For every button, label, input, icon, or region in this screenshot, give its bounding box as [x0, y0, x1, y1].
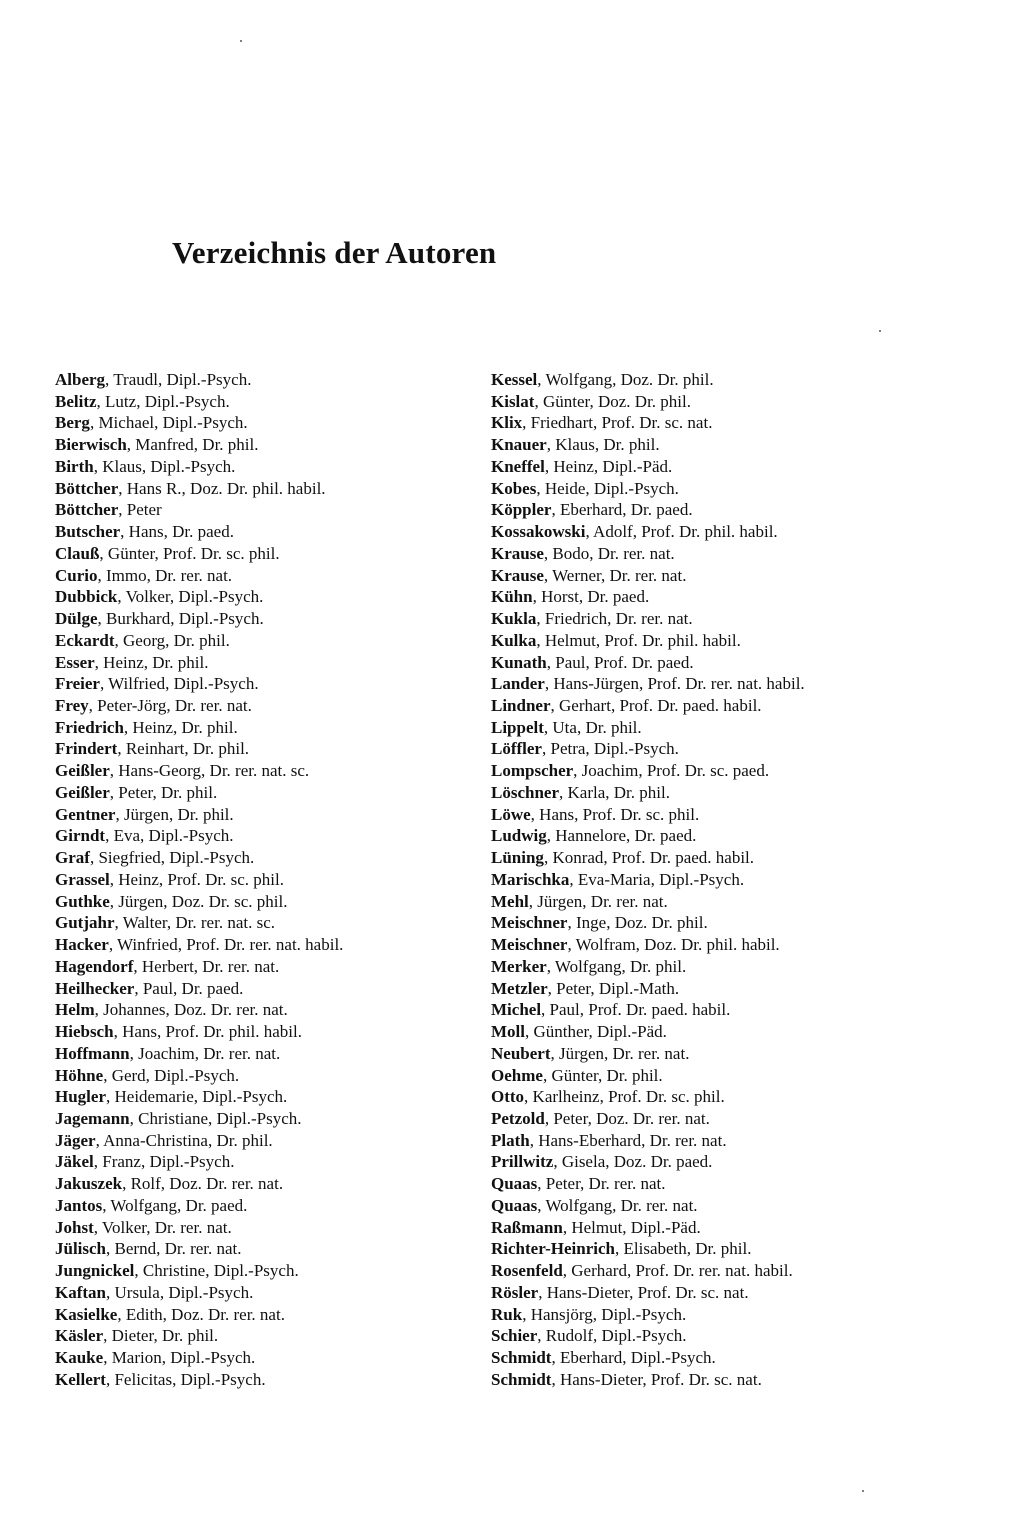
author-details: Volker, Dr. rer. nat. [97, 1217, 232, 1237]
author-details: Anna-Christina, Dr. phil. [99, 1130, 273, 1150]
author-entry: Esser, Heinz, Dr. phil. [55, 652, 209, 672]
author-surname: Frey [55, 696, 89, 716]
author-entry: Heilhecker, Paul, Dr. paed. [55, 978, 244, 998]
author-surname: Löschner [491, 782, 559, 802]
author-entry: Lindner, Gerhart, Prof. Dr. paed. habil. [491, 696, 762, 716]
author-entry: Rösler, Hans-Dieter, Prof. Dr. sc. nat. [491, 1282, 749, 1302]
author-details: Gisela, Doz. Dr. paed. [557, 1152, 713, 1172]
author-details: Jürgen, Doz. Dr. sc. phil. [114, 891, 288, 911]
scan-speck [862, 1490, 864, 1492]
author-entry: Gutjahr, Walter, Dr. rer. nat. sc. [55, 913, 276, 933]
author-entry: Lüning, Konrad, Prof. Dr. paed. habil. [491, 848, 755, 868]
author-surname: Lippelt [491, 717, 544, 737]
author-entry: Kukla, Friedrich, Dr. rer. nat. [491, 609, 693, 629]
author-surname: Friedrich [55, 717, 124, 737]
author-surname: Merker [491, 956, 547, 976]
author-surname: Jungnickel [55, 1261, 135, 1281]
author-entry: Meischner, Wolfram, Doz. Dr. phil. habil. [491, 935, 780, 955]
author-surname: Johst [55, 1217, 94, 1237]
author-surname: Guthke [55, 891, 110, 911]
author-entry: Kessel, Wolfgang, Doz. Dr. phil. [491, 370, 714, 389]
author-details: Werner, Dr. rer. nat. [548, 565, 687, 585]
author-entry: Jantos, Wolfgang, Dr. paed. [55, 1195, 248, 1215]
author-entry: Belitz, Lutz, Dipl.-Psych. [55, 391, 230, 411]
author-details: Johannes, Doz. Dr. rer. nat. [98, 1000, 288, 1020]
author-details: Felicitas, Dipl.-Psych. [110, 1369, 266, 1389]
author-entry: Butscher, Hans, Dr. paed. [55, 522, 234, 542]
author-surname: Geißler [55, 782, 110, 802]
author-surname: Metzler [491, 978, 548, 998]
author-surname: Kellert [55, 1369, 106, 1389]
author-details: Peter, Dr. phil. [114, 782, 218, 802]
author-details: Traudl, Dipl.-Psych. [109, 370, 252, 389]
author-surname: Ruk [491, 1304, 523, 1324]
author-details: Winfried, Prof. Dr. rer. nat. habil. [113, 935, 344, 955]
author-details: Joachim, Prof. Dr. sc. paed. [577, 761, 770, 781]
author-details: Heinz, Dr. phil. [128, 717, 238, 737]
author-details: Adolf, Prof. Dr. phil. habil. [589, 522, 778, 542]
author-surname: Kossakowski [491, 522, 586, 542]
author-entry: Petzold, Peter, Doz. Dr. rer. nat. [491, 1108, 710, 1128]
author-details: Wolfgang, Dr. phil. [550, 956, 687, 976]
author-details: Paul, Dr. paed. [138, 978, 244, 998]
scan-speck [240, 40, 242, 42]
author-details: Burkhard, Dipl.-Psych. [101, 609, 264, 629]
author-details: Karla, Dr. phil. [563, 782, 670, 802]
author-entry: Kneffel, Heinz, Dipl.-Päd. [491, 456, 673, 476]
author-entry: Kellert, Felicitas, Dipl.-Psych. [55, 1369, 266, 1389]
author-surname: Jantos [55, 1195, 103, 1215]
author-surname: Plath [491, 1130, 530, 1150]
author-details: Horst, Dr. paed. [536, 587, 650, 607]
author-surname: Löffler [491, 739, 542, 759]
author-details: Reinhart, Dr. phil. [121, 739, 250, 759]
author-surname: Hiebsch [55, 1022, 114, 1042]
author-details: Petra, Dipl.-Psych. [546, 739, 679, 759]
author-entry: Jäkel, Franz, Dipl.-Psych. [55, 1152, 235, 1172]
author-entry: Kobes, Heide, Dipl.-Psych. [491, 478, 679, 498]
author-surname: Eckardt [55, 630, 115, 650]
author-details: Hansjörg, Dipl.-Psych. [526, 1304, 687, 1324]
author-surname: Klix [491, 413, 523, 433]
author-entry: Oehme, Günter, Dr. phil. [491, 1065, 663, 1085]
author-entry: Kulka, Helmut, Prof. Dr. phil. habil. [491, 630, 741, 650]
author-entry: Hiebsch, Hans, Prof. Dr. phil. habil. [55, 1022, 302, 1042]
author-surname: Käsler [55, 1326, 104, 1346]
author-surname: Girndt [55, 826, 106, 846]
author-entry: Kunath, Paul, Prof. Dr. paed. [491, 652, 694, 672]
author-details: Hans-Dieter, Prof. Dr. sc. nat. [555, 1369, 762, 1389]
author-surname: Richter-Heinrich [491, 1239, 615, 1259]
author-entry: Käsler, Dieter, Dr. phil. [55, 1326, 219, 1346]
author-details: Hannelore, Dr. paed. [551, 826, 697, 846]
author-details: Manfred, Dr. phil. [131, 435, 259, 455]
author-entry: Quaas, Wolfgang, Dr. rer. nat. [491, 1195, 698, 1215]
author-surname: Berg [55, 413, 90, 433]
author-entry: Schmidt, Hans-Dieter, Prof. Dr. sc. nat. [491, 1369, 762, 1389]
author-surname: Jäger [55, 1130, 96, 1150]
author-surname: Freier [55, 674, 100, 694]
author-entry: Kossakowski, Adolf, Prof. Dr. phil. habil. [491, 522, 778, 542]
author-entry: Kauke, Marion, Dipl.-Psych. [55, 1348, 256, 1368]
author-entry: Köppler, Eberhard, Dr. paed. [491, 500, 693, 520]
author-entry: Hoffmann, Joachim, Dr. rer. nat. [55, 1043, 281, 1063]
author-details: Karlheinz, Prof. Dr. sc. phil. [528, 1087, 725, 1107]
author-surname: Kislat [491, 391, 535, 411]
author-entry: Metzler, Peter, Dipl.-Math. [491, 978, 680, 998]
author-entry: Höhne, Gerd, Dipl.-Psych. [55, 1065, 240, 1085]
author-details: Immo, Dr. rer. nat. [101, 565, 233, 585]
author-surname: Birth [55, 456, 94, 476]
author-entry: Dubbick, Volker, Dipl.-Psych. [55, 587, 264, 607]
author-details: Jürgen, Dr. rer. nat. [554, 1043, 690, 1063]
author-details: Gerd, Dipl.-Psych. [107, 1065, 240, 1085]
author-details: Elisabeth, Dr. phil. [619, 1239, 752, 1259]
author-details: Helmut, Dipl.-Päd. [567, 1217, 701, 1237]
author-surname: Esser [55, 652, 95, 672]
author-details: Peter, Dr. rer. nat. [541, 1174, 666, 1194]
author-details: Friedrich, Dr. rer. nat. [540, 609, 693, 629]
author-entry: Mehl, Jürgen, Dr. rer. nat. [491, 891, 668, 911]
author-details: Paul, Prof. Dr. paed. [551, 652, 694, 672]
author-surname: Meischner [491, 913, 568, 933]
author-surname: Kunath [491, 652, 547, 672]
author-surname: Böttcher [55, 478, 119, 498]
author-entry: Quaas, Peter, Dr. rer. nat. [491, 1174, 666, 1194]
author-details: Wolfgang, Dr. paed. [106, 1195, 248, 1215]
author-entry: Ludwig, Hannelore, Dr. paed. [491, 826, 697, 846]
author-details: Gerhard, Prof. Dr. rer. nat. habil. [567, 1261, 793, 1281]
author-surname: Kobes [491, 478, 537, 498]
author-entry: Krause, Bodo, Dr. rer. nat. [491, 543, 675, 563]
author-entry: Gentner, Jürgen, Dr. phil. [55, 804, 234, 824]
author-entry: Graf, Siegfried, Dipl.-Psych. [55, 848, 255, 868]
author-entry: Curio, Immo, Dr. rer. nat. [55, 565, 233, 585]
author-entry: Bierwisch, Manfred, Dr. phil. [55, 435, 259, 455]
author-surname: Jülisch [55, 1239, 107, 1259]
author-entry: Frindert, Reinhart, Dr. phil. [55, 739, 250, 759]
author-entry: Neubert, Jürgen, Dr. rer. nat. [491, 1043, 690, 1063]
author-details: Eberhard, Dr. paed. [555, 500, 693, 520]
author-details: Heinz, Dipl.-Päd. [549, 456, 673, 476]
author-surname: Frindert [55, 739, 118, 759]
author-entry: Schmidt, Eberhard, Dipl.-Psych. [491, 1348, 716, 1368]
author-details: Wolfgang, Dr. rer. nat. [541, 1195, 698, 1215]
author-details: Wolfgang, Doz. Dr. phil. [541, 370, 714, 389]
author-details: Marion, Dipl.-Psych. [107, 1348, 256, 1368]
author-details: Klaus, Dipl.-Psych. [97, 456, 236, 476]
author-entry: Lompscher, Joachim, Prof. Dr. sc. paed. [491, 761, 770, 781]
author-entry: Löffler, Petra, Dipl.-Psych. [491, 739, 679, 759]
author-details: Peter, Doz. Dr. rer. nat. [549, 1108, 710, 1128]
author-entry: Böttcher, Peter [55, 500, 162, 520]
author-details: Hans, Prof. Dr. sc. phil. [534, 804, 700, 824]
author-surname: Michel [491, 1000, 542, 1020]
author-entry: Frey, Peter-Jörg, Dr. rer. nat. [55, 696, 252, 716]
author-surname: Graf [55, 848, 90, 868]
author-details: Hans-Eberhard, Dr. rer. nat. [533, 1130, 727, 1150]
author-entry: Marischka, Eva-Maria, Dipl.-Psych. [491, 869, 745, 889]
author-entry: Jungnickel, Christine, Dipl.-Psych. [55, 1261, 299, 1281]
author-surname: Krause [491, 565, 544, 585]
author-entry: Lander, Hans-Jürgen, Prof. Dr. rer. nat. habil. [491, 674, 805, 694]
author-entry: Eckardt, Georg, Dr. phil. [55, 630, 230, 650]
author-entry: Alberg, Traudl, Dipl.-Psych. [55, 370, 252, 389]
author-surname: Butscher [55, 522, 121, 542]
author-surname: Clauß [55, 543, 100, 563]
author-surname: Kasielke [55, 1304, 118, 1324]
author-surname: Moll [491, 1022, 525, 1042]
author-surname: Höhne [55, 1065, 104, 1085]
author-details: Bernd, Dr. rer. nat. [110, 1239, 242, 1259]
author-surname: Geißler [55, 761, 110, 781]
author-entry: Lippelt, Uta, Dr. phil. [491, 717, 642, 737]
author-details: Eva, Dipl.-Psych. [109, 826, 234, 846]
author-entry: Prillwitz, Gisela, Doz. Dr. paed. [491, 1152, 713, 1172]
author-details: Günther, Dipl.-Päd. [529, 1022, 667, 1042]
author-details: Edith, Doz. Dr. rer. nat. [121, 1304, 285, 1324]
author-details: Rudolf, Dipl.-Psych. [541, 1326, 687, 1346]
author-details: Hans, Prof. Dr. phil. habil. [117, 1022, 302, 1042]
author-details: Klaus, Dr. phil. [550, 435, 660, 455]
author-surname: Kauke [55, 1348, 104, 1368]
author-details: Christiane, Dipl.-Psych. [133, 1108, 302, 1128]
scan-speck [879, 330, 881, 332]
page-title: Verzeichnis der Autoren [172, 235, 497, 270]
author-surname: Marischka [491, 869, 570, 889]
author-entry: Freier, Wilfried, Dipl.-Psych. [55, 674, 259, 694]
author-entry: Otto, Karlheinz, Prof. Dr. sc. phil. [491, 1087, 725, 1107]
author-surname: Kaftan [55, 1282, 106, 1302]
author-entry: Kasielke, Edith, Doz. Dr. rer. nat. [55, 1304, 285, 1324]
author-entry: Merker, Wolfgang, Dr. phil. [491, 956, 687, 976]
author-surname: Schmidt [491, 1348, 552, 1368]
author-details: Rolf, Doz. Dr. rer. nat. [126, 1174, 284, 1194]
author-entry: Jäger, Anna-Christina, Dr. phil. [55, 1130, 273, 1150]
author-entry: Rosenfeld, Gerhard, Prof. Dr. rer. nat. habil. [491, 1261, 793, 1281]
author-entry: Hugler, Heidemarie, Dipl.-Psych. [55, 1087, 288, 1107]
author-details: Konrad, Prof. Dr. paed. habil. [548, 848, 755, 868]
author-entry: Jakuszek, Rolf, Doz. Dr. rer. nat. [55, 1174, 284, 1194]
author-entry: Knauer, Klaus, Dr. phil. [491, 435, 660, 455]
author-entry: Ruk, Hansjörg, Dipl.-Psych. [491, 1304, 687, 1324]
author-entry: Hacker, Winfried, Prof. Dr. rer. nat. habil. [55, 935, 344, 955]
author-column-left [55, 369, 475, 1391]
author-entry: Clauß, Günter, Prof. Dr. sc. phil. [55, 543, 280, 563]
author-details: Paul, Prof. Dr. paed. habil. [545, 1000, 731, 1020]
author-details: Ursula, Dipl.-Psych. [110, 1282, 254, 1302]
author-details: Wolfram, Doz. Dr. phil. habil. [571, 935, 780, 955]
author-details: Joachim, Dr. rer. nat. [133, 1043, 281, 1063]
author-entry: Guthke, Jürgen, Doz. Dr. sc. phil. [55, 891, 288, 911]
author-details: Friedhart, Prof. Dr. sc. nat. [526, 413, 713, 433]
author-surname: Lompscher [491, 761, 574, 781]
author-details: Lutz, Dipl.-Psych. [100, 391, 230, 411]
author-surname: Quaas [491, 1195, 538, 1215]
author-details: Jürgen, Dr. phil. [119, 804, 234, 824]
author-surname: Knauer [491, 435, 547, 455]
author-surname: Mehl [491, 891, 529, 911]
author-entry: Kaftan, Ursula, Dipl.-Psych. [55, 1282, 254, 1302]
author-entry: Helm, Johannes, Doz. Dr. rer. nat. [55, 1000, 288, 1020]
author-surname: Gutjahr [55, 913, 115, 933]
author-surname: Hugler [55, 1087, 106, 1107]
author-entry: Birth, Klaus, Dipl.-Psych. [55, 456, 236, 476]
author-entry: Johst, Volker, Dr. rer. nat. [55, 1217, 232, 1237]
author-details: Walter, Dr. rer. nat. sc. [118, 913, 276, 933]
author-details: Christine, Dipl.-Psych. [138, 1261, 299, 1281]
author-surname: Kneffel [491, 456, 545, 476]
author-surname: Meischner [491, 935, 568, 955]
author-surname: Quaas [491, 1174, 538, 1194]
author-details: Heide, Dipl.-Psych. [540, 478, 679, 498]
author-entry: Kislat, Günter, Doz. Dr. phil. [491, 391, 691, 411]
author-entry: Jülisch, Bernd, Dr. rer. nat. [55, 1239, 242, 1259]
author-details: Peter, Dipl.-Math. [551, 978, 680, 998]
author-surname: Jakuszek [55, 1174, 123, 1194]
author-details: Herbert, Dr. rer. nat. [137, 956, 280, 976]
author-surname: Jäkel [55, 1152, 94, 1172]
author-surname: Rösler [491, 1282, 539, 1302]
author-entry: Löschner, Karla, Dr. phil. [491, 782, 670, 802]
author-entry: Moll, Günther, Dipl.-Päd. [491, 1022, 667, 1042]
author-surname: Hoffmann [55, 1043, 130, 1063]
author-surname: Schmidt [491, 1369, 552, 1389]
author-details: Inge, Doz. Dr. phil. [571, 913, 708, 933]
author-entry: Hagendorf, Herbert, Dr. rer. nat. [55, 956, 280, 976]
author-surname: Lander [491, 674, 545, 694]
author-surname: Kukla [491, 609, 537, 629]
author-details: Michael, Dipl.-Psych. [94, 413, 248, 433]
author-surname: Gentner [55, 804, 116, 824]
author-surname: Dülge [55, 609, 98, 629]
author-details: Bodo, Dr. rer. nat. [548, 543, 675, 563]
author-entry: Böttcher, Hans R., Doz. Dr. phil. habil. [55, 478, 326, 498]
author-surname: Belitz [55, 391, 97, 411]
author-entry: Kühn, Horst, Dr. paed. [491, 587, 650, 607]
author-details: Peter-Jörg, Dr. rer. nat. [92, 696, 252, 716]
author-surname: Curio [55, 565, 98, 585]
author-surname: Jagemann [55, 1108, 130, 1128]
author-surname: Hagendorf [55, 956, 134, 976]
author-details: Hans R., Doz. Dr. phil. habil. [122, 478, 326, 498]
author-surname: Lindner [491, 696, 551, 716]
author-entry: Berg, Michael, Dipl.-Psych. [55, 413, 248, 433]
author-surname: Kessel [491, 370, 538, 389]
author-entry: Plath, Hans-Eberhard, Dr. rer. nat. [491, 1130, 727, 1150]
author-surname: Prillwitz [491, 1152, 554, 1172]
author-details: Hans-Dieter, Prof. Dr. sc. nat. [542, 1282, 749, 1302]
author-surname: Raßmann [491, 1217, 563, 1237]
author-entry: Geißler, Hans-Georg, Dr. rer. nat. sc. [55, 761, 310, 781]
author-details: Heidemarie, Dipl.-Psych. [110, 1087, 288, 1107]
author-surname: Oehme [491, 1065, 543, 1085]
author-surname: Löwe [491, 804, 531, 824]
author-entry: Löwe, Hans, Prof. Dr. sc. phil. [491, 804, 700, 824]
author-entry: Klix, Friedhart, Prof. Dr. sc. nat. [491, 413, 713, 433]
author-details: Peter [122, 500, 162, 520]
author-entry: Meischner, Inge, Doz. Dr. phil. [491, 913, 708, 933]
author-column-right [491, 369, 911, 1391]
author-entry: Michel, Paul, Prof. Dr. paed. habil. [491, 1000, 731, 1020]
author-details: Dieter, Dr. phil. [107, 1326, 219, 1346]
author-entry: Schier, Rudolf, Dipl.-Psych. [491, 1326, 687, 1346]
author-details: Georg, Dr. phil. [118, 630, 230, 650]
author-surname: Schier [491, 1326, 538, 1346]
author-surname: Grassel [55, 869, 110, 889]
author-details: Heinz, Dr. phil. [98, 652, 209, 672]
author-surname: Neubert [491, 1043, 551, 1063]
author-surname: Ludwig [491, 826, 547, 846]
author-surname: Kühn [491, 587, 533, 607]
author-entry: Jagemann, Christiane, Dipl.-Psych. [55, 1108, 302, 1128]
author-entry: Grassel, Heinz, Prof. Dr. sc. phil. [55, 869, 285, 889]
author-details: Uta, Dr. phil. [548, 717, 642, 737]
author-details: Hans-Jürgen, Prof. Dr. rer. nat. habil. [549, 674, 805, 694]
author-details: Franz, Dipl.-Psych. [97, 1152, 235, 1172]
author-surname: Helm [55, 1000, 95, 1020]
author-details: Günter, Prof. Dr. sc. phil. [103, 543, 280, 563]
author-surname: Dubbick [55, 587, 118, 607]
author-details: Gerhart, Prof. Dr. paed. habil. [554, 696, 762, 716]
author-details: Hans-Georg, Dr. rer. nat. sc. [114, 761, 310, 781]
author-surname: Lüning [491, 848, 544, 868]
author-entry: Geißler, Peter, Dr. phil. [55, 782, 218, 802]
author-details: Wilfried, Dipl.-Psych. [104, 674, 259, 694]
author-entry: Richter-Heinrich, Elisabeth, Dr. phil. [491, 1239, 752, 1259]
author-surname: Otto [491, 1087, 525, 1107]
author-surname: Bierwisch [55, 435, 127, 455]
author-details: Heinz, Prof. Dr. sc. phil. [114, 869, 285, 889]
author-details: Hans, Dr. paed. [124, 522, 234, 542]
author-entry: Girndt, Eva, Dipl.-Psych. [55, 826, 234, 846]
author-details: Helmut, Prof. Dr. phil. habil. [540, 630, 741, 650]
author-details: Eberhard, Dipl.-Psych. [555, 1348, 716, 1368]
author-entry: Raßmann, Helmut, Dipl.-Päd. [491, 1217, 701, 1237]
author-surname: Alberg [55, 370, 106, 389]
author-surname: Krause [491, 543, 544, 563]
author-surname: Hacker [55, 935, 109, 955]
author-surname: Kulka [491, 630, 537, 650]
author-details: Volker, Dipl.-Psych. [121, 587, 264, 607]
author-details: Günter, Doz. Dr. phil. [538, 391, 691, 411]
author-details: Günter, Dr. phil. [547, 1065, 663, 1085]
author-details: Siegfried, Dipl.-Psych. [94, 848, 255, 868]
author-surname: Heilhecker [55, 978, 135, 998]
author-entry: Krause, Werner, Dr. rer. nat. [491, 565, 687, 585]
author-surname: Köppler [491, 500, 552, 520]
author-entry: Dülge, Burkhard, Dipl.-Psych. [55, 609, 264, 629]
author-surname: Petzold [491, 1108, 545, 1128]
author-entry: Friedrich, Heinz, Dr. phil. [55, 717, 238, 737]
author-details: Jürgen, Dr. rer. nat. [533, 891, 668, 911]
author-surname: Böttcher [55, 500, 119, 520]
author-details: Eva-Maria, Dipl.-Psych. [573, 869, 745, 889]
author-surname: Rosenfeld [491, 1261, 563, 1281]
